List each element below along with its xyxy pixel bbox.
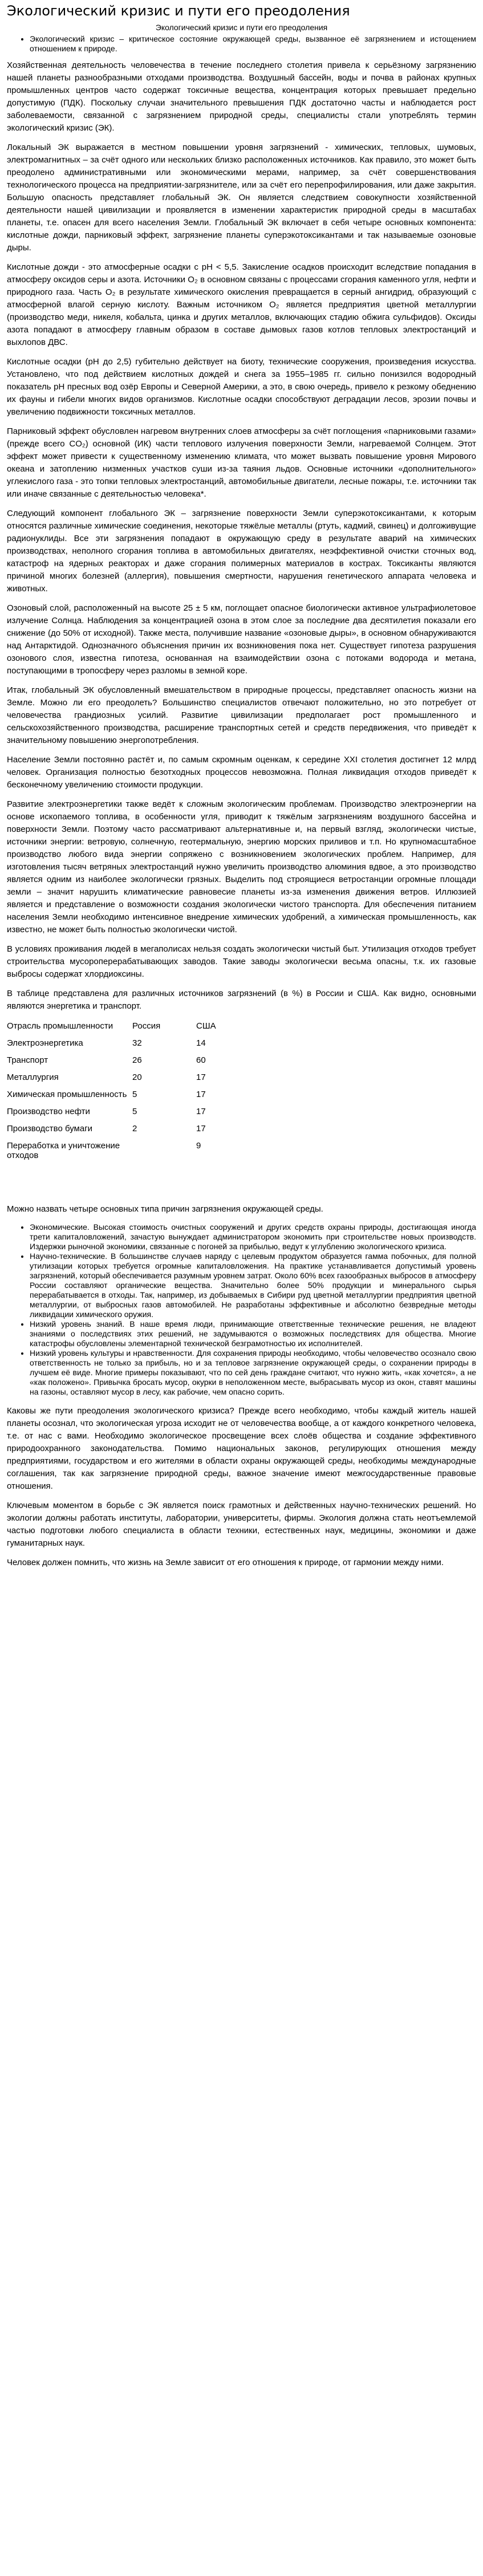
table-row [7, 1071, 242, 1088]
page-subtitle: Экологический кризис и пути его преодоления [155, 23, 328, 32]
cause-item: • Низкий уровень культуры и нравственности. Для сохранения природы необходимо, чтобы человечество осознало свою ответственность не только за прибыль, но и за тепловое загрязнение окружающей среды, о сохранении природы в лучшем её виде. Многие примеры показывают, что по сей день граждане считают, что нужно жить, «как хочется», а не «как положено». Привычка бросать мусор, окурки в неположенном месте, выбрасывать мусор из окон, ставят машины на газоны, оставляют мусор в лесу, как рабочие, чем опасно сорить. [30, 1348, 476, 1397]
table-cell: 32 [132, 1038, 142, 1048]
paragraph: Следующий компонент глобального ЭК – загрязнение поверхности Земли суперэкотоксикантами, к которым относятся различные химические соединения, некоторые тяжёлые металлы (ртуть, кадмий, свинец) и долгоживущие радионуклиды. Все эти загрязнения попадают в окружающую среду в результате аварий на химических производствах, неполного сгорания топлива в автомобильных двигателях, неэффективной очистки сточных вод, катастроф на ядерных реакторах и даже сгорания полимерных материалов в кострах. Токсиканты являются причиной многих болезней (аллергия), повышения смертности, нарушения генетического аппарата человека и животных. [7, 509, 476, 594]
table-row [7, 1139, 242, 1162]
table-cell: 17 [196, 1090, 206, 1099]
paragraph: Озоновый слой, расположенный на высоте 25 ± 5 км, поглощает опасное биологически активное ультрафиолетовое излучение Солнца. Наблюдения за концентрацией озона в этом слое за последние два десятилетия показали его снижение (до 50% от исходной). Также места, получившие название «озоновые дыры», в основном обнаруживаются над Антарктидой. Однозначного объяснения причин их возникновения пока нет. Существует гипотеза разрушения озонового слоя, известна гипотеза, основанная на взаимодействии озона с потоками водорода и метана, поступающими в тропосферу через разломы в земной коре. [7, 603, 476, 676]
paragraph: Итак, глобальный ЭК обусловленный вмешательством в природные процессы, представляет опасность жизни на Земле. Можно ли его преодолеть? Большинство специалистов отвечают положительно, но это потребует от человечества грандиозных усилий. Развитие цивилизации предполагает рост промышленного и сельскохозяйственного производства, расширение транспортных сетей и средств передвижения, что приведёт к значительному повышению энергопотребления. [7, 685, 476, 745]
table-cell: 2 [132, 1124, 137, 1133]
table-row [7, 1122, 242, 1139]
page-title: Экологический кризис и пути его преодоления [7, 3, 350, 19]
paragraph: Локальный ЭК выражается в местном повышении уровня загрязнений - химических, тепловых, шумовых, электромагнитных – за счёт одного или нескольких близко расположенных источников. Как правило, это может быть преодолено административными или экономическими мерами, например, за счёт совершенствования технологического процесса на предприятии-загрязнителе, или за счёт его перепрофилирования, или даже закрытия. Большую опасность представляет глобальный ЭК. Он является следствием совокупности хозяйственной деятельности нашей цивилизации и проявляется в изменении характеристик природной среды в масштабах планеты, т.е. опасен для всего населения Земли. Глобальный ЭК включает в себя четыре основных компонента: кислотные дожди, парниковый эффект, загрязнение планеты суперэкотоксикантами и так называемые озоновые дыры. [7, 143, 476, 253]
table-header-cell: США [196, 1021, 216, 1031]
table-cell: 60 [196, 1055, 206, 1065]
table-cell: 17 [196, 1124, 206, 1133]
causes-list [7, 1222, 476, 1397]
paragraph: Парниковый эффект обусловлен нагревом внутренних слоев атмосферы за счёт поглощения «парниковыми газами» (прежде всего CO₂) основной (ИК) части теплового излучения поверхности Земли, нагреваемой Солнцем. Этот эффект может привести к существенному изменению климата, что может вызвать повышение уровня Мирового океана и затоплению низменных участков суши из-за таяния льдов. Основные источники «дополнительного» углекислого газа - это топки тепловых электростанций, автомобильные двигатели, лесные пожары, т.е. источники так или иначе связанные с деятельностью человека*. [7, 426, 476, 499]
table-header-cell: Россия [132, 1021, 161, 1031]
table-cell [131, 1139, 195, 1162]
spacer [7, 1173, 476, 1203]
table-cell: Транспорт [7, 1055, 48, 1065]
cause-item: • Экономические. Высокая стоимость очистных сооружений и других средств охраны природы, достигающая иногда трети капиталовложений, зачастую вынуждает администратором экономить при строительстве новых производств. Издержки рыночной экономики, связанные с погоней за прибылью, ведут к углублению экологического кризиса. [30, 1222, 476, 1252]
table-cell: Производство нефти [7, 1107, 90, 1116]
table-row [7, 1088, 242, 1105]
paragraph: Кислотные осадки (pH до 2,5) губительно действует на биоту, технические сооружения, произведения искусства. Установлено, что под действием кислотных дождей и снега за 1955–1985 гг. сильно понизился водородный показатель pH пресных вод озёр Европы и Северной Америки, а это, в свою очередь, привело к резкому обеднению их фауны и гибели многих видов организмов. Кислотные осадки способствуют деградации лесов, эрозии почвы и увеличению подвижности токсичных металлов. [7, 357, 476, 417]
paragraph: Каковы же пути преодоления экологического кризиса? Прежде всего необходимо, чтобы каждый житель нашей планеты осознал, что экологическая угроза исходит не от человечества вообще, а от каждого конкретного человека, т.е. от нас с вами. Необходимо экологическое просвещение всех слоёв общества и создание эффективного природоохранного законодательства. Помимо национальных законов, регулирующих отношения между предприятиями, государством и его жителями в области охраны окружающей среды, необходимы международные соглашения, так как загрязнение природной среды, важное значение имеют межгосударственные правовые отношения. [7, 1406, 476, 1491]
table-cell: Химическая промышленность [7, 1090, 127, 1099]
paragraph: В таблице представлена для различных источников загрязнений (в %) в России и США. Как видно, основными являются энергетика и транспорт. [7, 989, 476, 1011]
table-cell: 20 [132, 1072, 142, 1082]
table-cell: 17 [196, 1072, 206, 1082]
intro-bullet: • Экологический кризис – критическое состояние окружающей среды, вызванное её загрязнением и истощением отношением к природе. [30, 34, 476, 54]
article-body-1 [7, 59, 476, 1013]
table-cell: Электроэнергетика [7, 1038, 83, 1048]
pollution-sources-table [7, 1019, 242, 1162]
cause-item: • Научно-технические. В большинстве случаев наряду с целевым продуктом образуется гамма побочных, для полной утилизации которых требуется огромные капиталовложения. На практике устанавливается допустимый уровень загрязнений, который обеспечивается разумным уровнем затрат. Около 60% всех газообразных выбросов в атмосферу России составляют органические вещества. Значительно более 50% продукции и минерального сырья перерабатывается в отходы. Так, например, из добываемых в Сибири руд цветной металлургии предприятия цветной металлургии, от выбросных газов автомобилей. Не разработаны эффективные и абсолютно безвредные методы ликвидации химического оружия. [30, 1252, 476, 1319]
intro-bullet-list [7, 34, 476, 54]
article-body-2 [7, 1405, 476, 1569]
table-cell: 14 [196, 1038, 206, 1048]
page [7, 0, 476, 1569]
table-row [7, 1105, 242, 1122]
table-header-cell: Отрасль промышленности [7, 1021, 113, 1031]
cause-item: • Низкий уровень знаний. В наше время люди, принимающие ответственные технические решения, не владеют знаниями о последствиях этих решений, не задумываются о возможных последствиях для общества. Многие катастрофы обусловлены элементарной технической безграмотностью их исполнителей. [30, 1319, 476, 1348]
table-cell: 5 [132, 1107, 137, 1116]
table-cell: Переработка и уничтожение отходов [7, 1141, 120, 1160]
paragraph: Хозяйственная деятельность человечества в течение последнего столетия привела к серьёзному загрязнению нашей планеты разнообразными отходами производства. Воздушный бассейн, воды и почва в районах крупных промышленных центров часто содержат токсичные вещества, концентрация которых превышает предельно допустимую (ПДК). Поскольку случаи значительного превышения ПДК достаточно часты и наблюдается рост заболеваемости, связанной с загрязнением природной среды, специалисты стали употреблять термин экологический кризис (ЭК). [7, 60, 476, 133]
table-header-row [7, 1019, 242, 1037]
causes-intro: Можно назвать четыре основных типа причин загрязнения окружающей среды. [7, 1204, 323, 1214]
table-cell: Металлургия [7, 1072, 59, 1082]
paragraph: В условиях проживания людей в мегаполисах нельзя создать экологически чистый быт. Утилизация отходов требует строительства мусороперерабатывающих заводов. Такие заводы экологически весьма опасны, т.к. их газовые выбросы содержат хлордиоксины. [7, 944, 476, 979]
paragraph: Население Земли постоянно растёт и, по самым скромным оценкам, к середине XXI столетия достигнет 12 млрд человек. Организация полностью безотходных процессов невозможна. Полная ликвидация отходов приведёт к бесконечному увеличению стоимости продукции. [7, 755, 476, 790]
table-cell: 5 [132, 1090, 137, 1099]
table-cell: 9 [196, 1141, 201, 1151]
paragraph: Кислотные дожди - это атмосферные осадки с pH < 5,5. Закисление осадков происходит вследствие попадания в атмосферу оксидов серы и азота. Источники O₂ в основном связаны с процессами сгорания каменного угля, нефти и природного газа. Часть O₂ в результате химического окисления превращается в серный ангидрид, образующий с атмосферной влагой серную кислоту. Важным источником O₂ является предприятия цветной металлургии (производство меди, никеля, кобальта, цинка и других металлов, включающих стадию обжига сульфидов). Оксиды азота попадают в атмосферу главным образом в составе дымовых газов котлов тепловых электростанций и выхлопов ДВС. [7, 262, 476, 347]
paragraph: Развитие электроэнергетики также ведёт к сложным экологическим проблемам. Производство электроэнергии на основе ископаемого топлива, в особенности угля, приводит к тяжёлым загрязнениям воздушного бассейна и поверхности Земли. Поэтому часто рассматривают альтернативные и, на первый взгляд, экологически чистые, источники энергии: ветровую, солнечную, геотермальную, энергию морских приливов и т.п. Но крупномасштабное производство любого вида энергии сопряжено с возникновением экологических проблем. Например, для изготовления тысяч ветряных электростанций нужно увеличить производство алюминия вдвое, а это производство является одним из наиболее экологически грязных. Выделить под строящиеся ветростанции огромные площади земли – значит нарушить климатические равновесие планеты из-за изменения движения ветров. Иллюзией является и представление о возможности создания экологически чистого транспорта. Для обеспечения питанием населения Земли необходимо интенсивное внедрение химических удобрений, а химическая промышленность, как известно, не может быть полностью экологически чистой. [7, 799, 476, 934]
paragraph: Человек должен помнить, что жизнь на Земле зависит от его отношения к природе, от гармонии между ними. [7, 1558, 444, 1567]
table-row [7, 1054, 242, 1071]
paragraph: Ключевым моментом в борьбе с ЭК является поиск грамотных и действенных научно-технических решений. Но экологии должны работать институты, лаборатории, университеты, фирмы. Экология должна стать неотъемлемой частью подготовки любого специалиста в области техники, естественных наук, медицины, экономики и даже гуманитарных наук. [7, 1501, 476, 1548]
table-cell: 17 [196, 1107, 206, 1116]
table-row [7, 1037, 242, 1054]
table-cell: Производство бумаги [7, 1124, 93, 1133]
table-cell: 26 [132, 1055, 142, 1065]
